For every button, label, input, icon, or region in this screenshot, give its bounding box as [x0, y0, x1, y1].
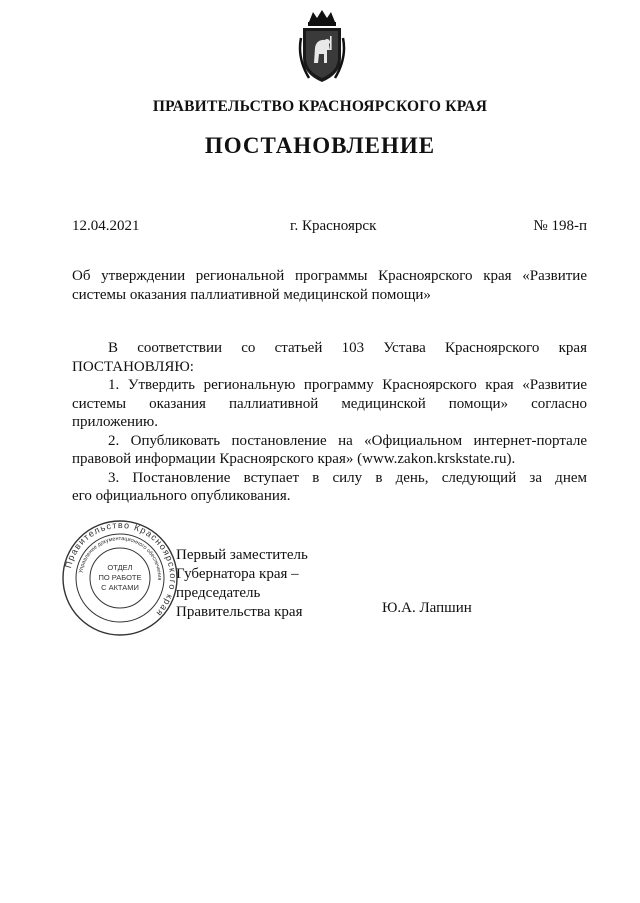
document-type-title: ПОСТАНОВЛЕНИЕ	[204, 133, 436, 158]
coat-of-arms-icon	[297, 8, 347, 86]
organization-title: ПРАВИТЕЛЬСТВО КРАСНОЯРСКОГО КРАЯ	[152, 98, 488, 115]
stamp-middle-text: Управление документационного обеспечения	[78, 535, 163, 581]
document-body	[72, 339, 587, 506]
item-1-line: приложению.	[72, 414, 159, 430]
preamble-line: В соответствии со статьей 103 Устава Красноярского края	[108, 340, 587, 356]
item-3-line: 3. Постановление вступает в силу в день, следующий за днем	[108, 469, 587, 486]
item-1-line: системы оказания паллиативной медицинской помощи» согласно	[72, 395, 587, 412]
signature-position-line: председатель	[176, 585, 261, 601]
document-number: № 198-п	[533, 218, 587, 234]
signature-position-line: Губернатора края –	[176, 566, 299, 582]
item-3-line: его официального опубликования.	[72, 488, 291, 504]
stamp-center-line: ОТДЕЛ	[107, 563, 133, 572]
signature-position-line: Правительства края	[176, 604, 303, 620]
stamp-center-line: ПО РАБОТЕ	[98, 573, 142, 582]
item-2-line: 2. Опубликовать постановление на «Официальном интернет-портале	[108, 432, 587, 449]
official-stamp	[60, 518, 180, 638]
document-date: 12.04.2021	[72, 218, 140, 234]
document-city: г. Красноярск	[290, 218, 377, 234]
item-2-line: правовой информации Красноярского края» (www.zakon.krskstate.ru).	[72, 451, 516, 467]
stamp-outer-text: Правительство Красноярского края	[63, 519, 179, 620]
stamp-center-line: С АКТАМИ	[101, 583, 139, 592]
signer-name: Ю.А. Лапшин	[382, 600, 472, 616]
preamble-line: ПОСТАНОВЛЯЮ:	[72, 358, 194, 375]
item-1-line: 1. Утвердить региональную программу Красноярского края «Развитие	[108, 377, 587, 393]
signature-position-line: Первый заместитель	[176, 547, 308, 563]
signature-position	[176, 546, 308, 622]
document-subject: Об утверждении региональной программы Красноярского края «Развитие системы оказания паллиативной медицинской помощи»	[72, 268, 587, 303]
